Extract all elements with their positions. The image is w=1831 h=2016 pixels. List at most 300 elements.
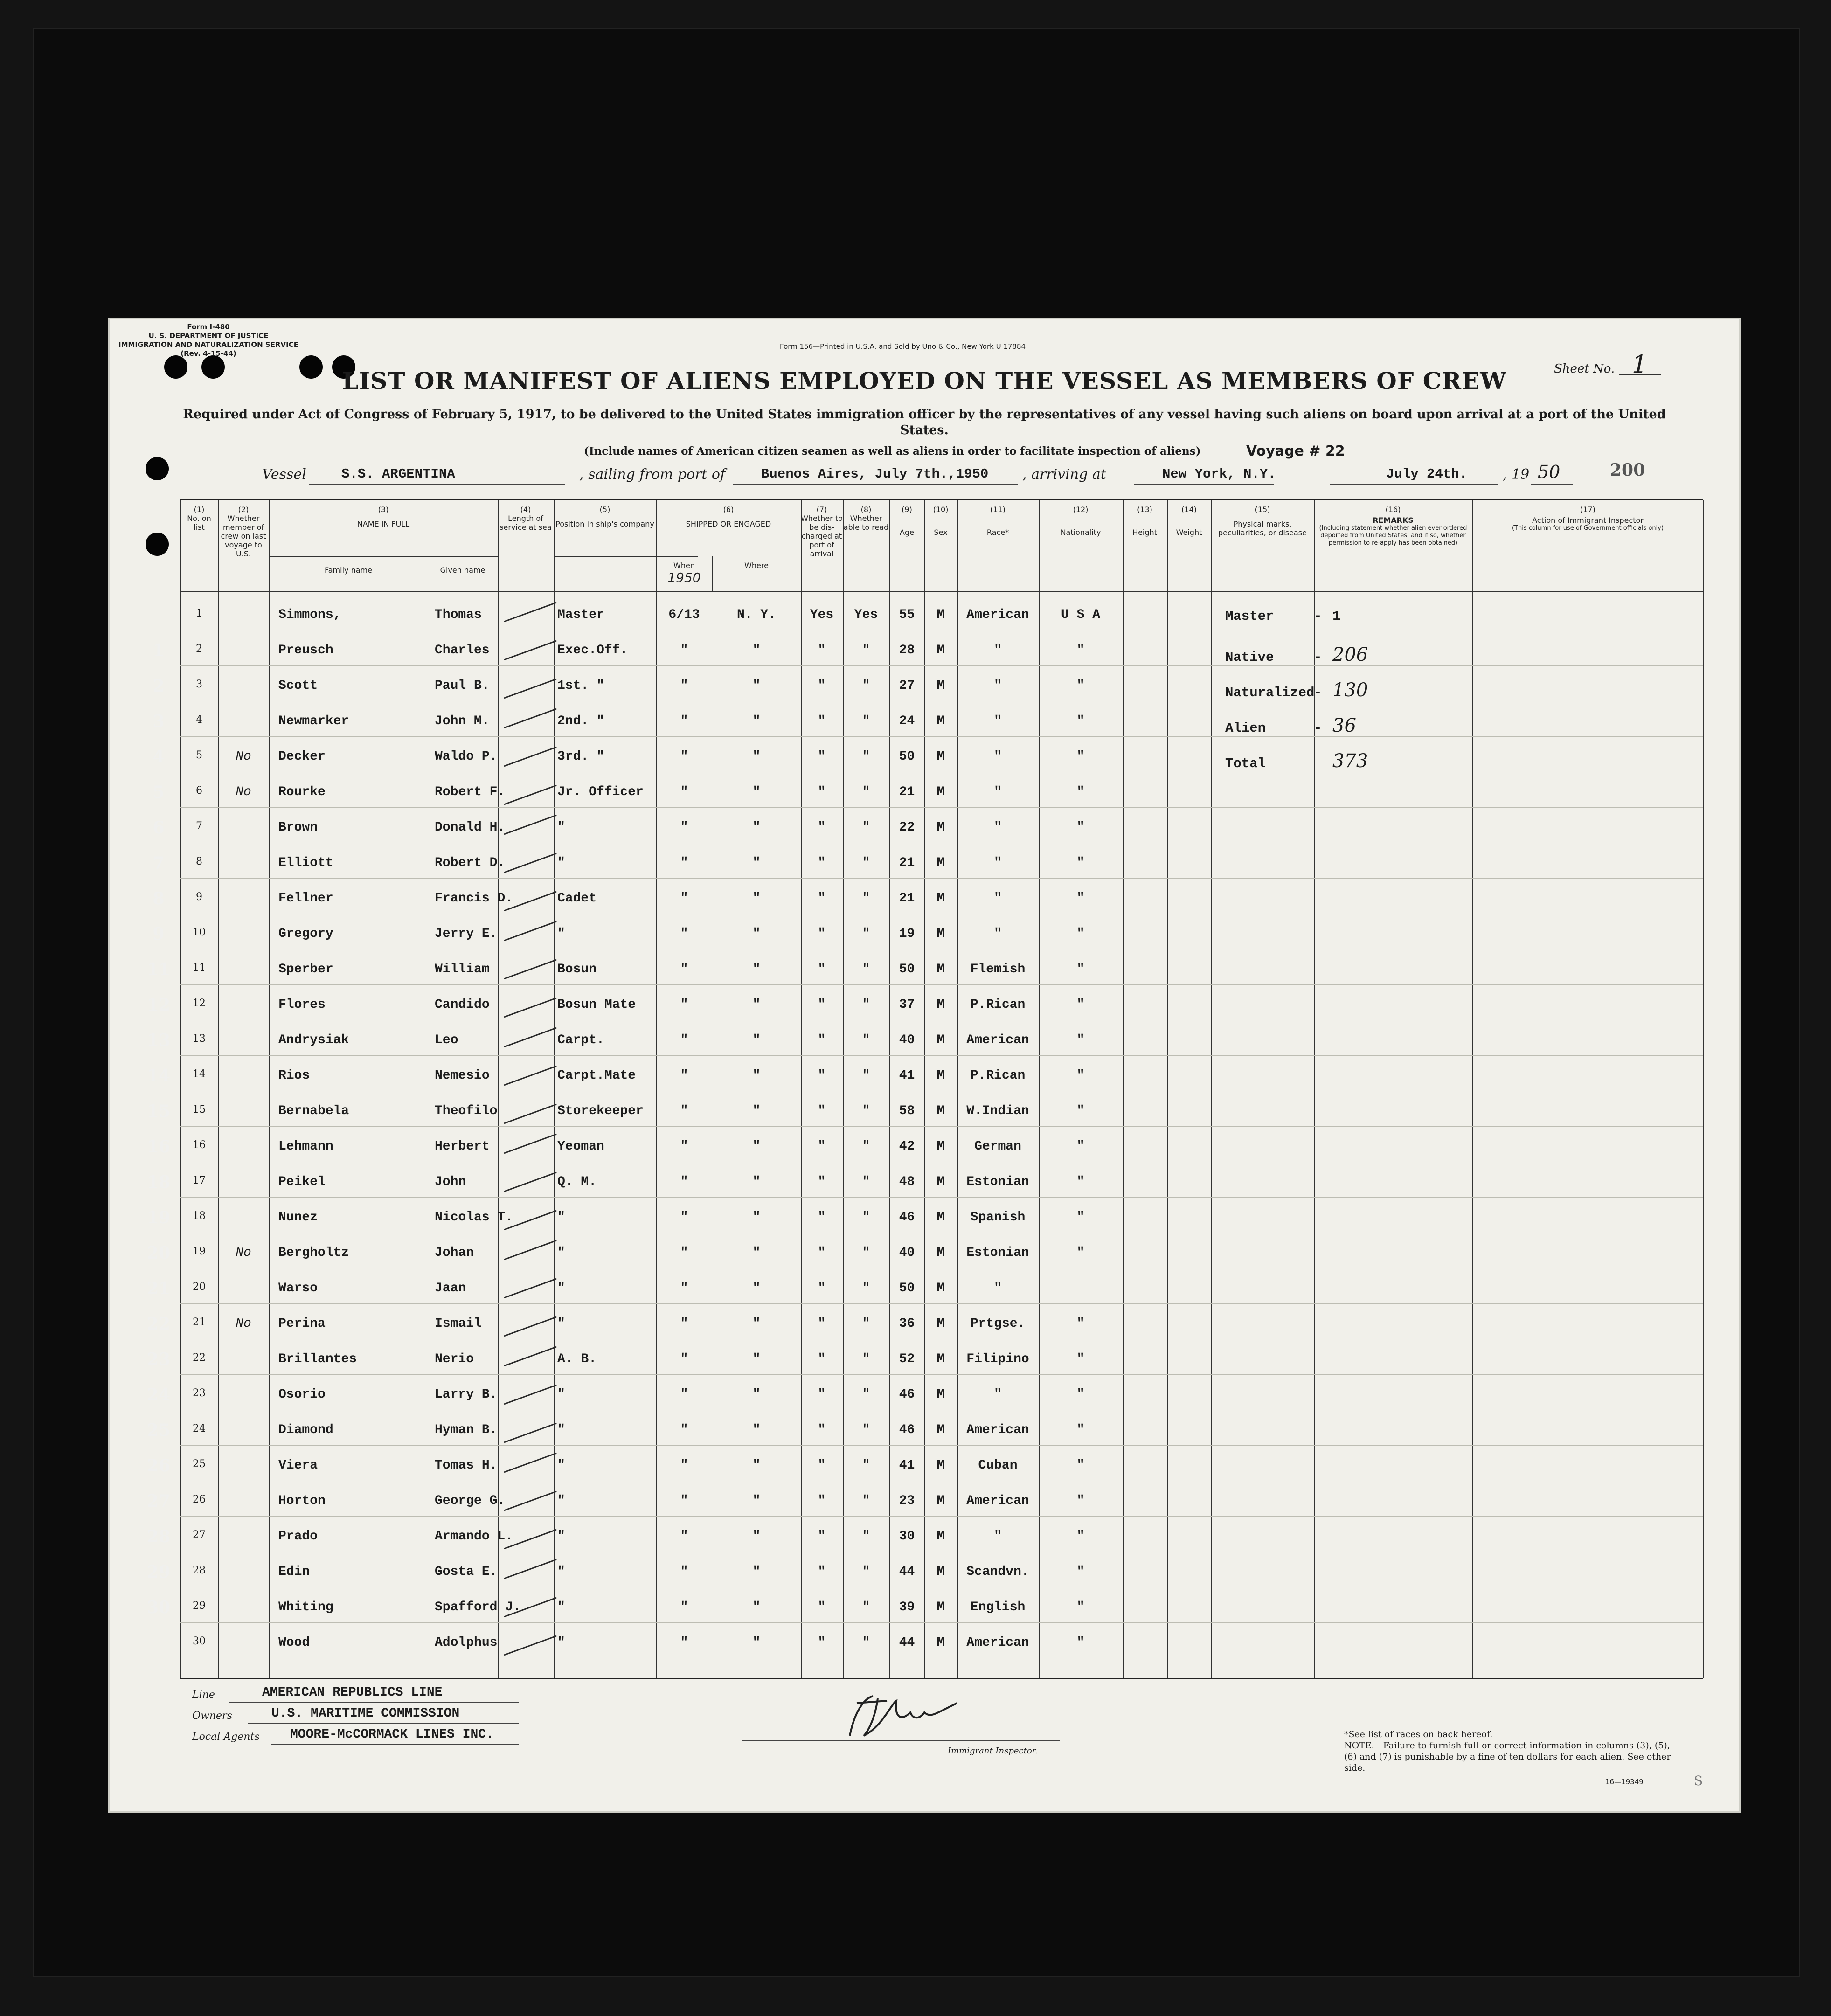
cell-discharge: " xyxy=(818,962,826,977)
cell-where: " xyxy=(752,714,761,728)
vessel-label: Vessel xyxy=(262,466,306,483)
service-check-mark xyxy=(504,1278,557,1299)
cell-sex: M xyxy=(936,856,945,870)
remarks-entry xyxy=(1225,750,1368,772)
cell-read: " xyxy=(862,1316,870,1331)
table-row xyxy=(180,1528,1703,1564)
cell-where: " xyxy=(752,1600,761,1614)
table-row xyxy=(180,748,1703,784)
cell-family: Newmarker xyxy=(278,714,349,728)
cell-age: 24 xyxy=(899,714,915,728)
cell-discharge: " xyxy=(818,1281,826,1296)
cell-given: William xyxy=(435,962,490,977)
cell-family: Warso xyxy=(278,1281,318,1296)
cell-read: " xyxy=(862,1458,870,1473)
remarks-dash: - xyxy=(1314,609,1322,624)
cell-prev: No xyxy=(236,1246,251,1260)
remarks-value: 373 xyxy=(1332,750,1368,772)
cell-no: 2 xyxy=(196,643,202,655)
margin-row-number: 6 xyxy=(153,818,165,838)
cell-when: " xyxy=(680,643,688,658)
table-row xyxy=(180,713,1703,748)
cell-discharge: " xyxy=(818,1565,826,1579)
line-label: Line xyxy=(192,1689,215,1701)
service-check-mark xyxy=(504,640,557,661)
inspector-label: Immigrant Inspector. xyxy=(948,1746,1038,1756)
remarks-label: Alien xyxy=(1225,720,1266,736)
cell-where: " xyxy=(752,679,761,693)
cell-given: Robert F. xyxy=(435,785,506,799)
form-notes: *See list of races on back hereof. NOTE.—Failure to furnish full or correct information in columns (3), (5), (6) and (7) is punishable by a fine of ten dollars for each alien. See other side. xyxy=(1344,1729,1671,1773)
cell-where: " xyxy=(752,785,761,799)
cell-sex: M xyxy=(936,1635,945,1650)
cell-sex: M xyxy=(936,1316,945,1331)
cell-family: Viera xyxy=(278,1458,318,1473)
cell-when: " xyxy=(680,1565,688,1579)
service-check-mark xyxy=(504,1635,557,1656)
cell-no: 5 xyxy=(196,749,202,761)
cell-where: " xyxy=(752,1635,761,1650)
service-check-mark xyxy=(504,853,557,873)
table-row xyxy=(180,1386,1703,1422)
margin-row-number: 14 xyxy=(146,1066,171,1086)
cell-no: 21 xyxy=(193,1316,206,1328)
margin-row-number: 2 xyxy=(153,676,165,696)
cell-where: " xyxy=(752,820,761,835)
cell-race: " xyxy=(994,891,1002,906)
cell-read: " xyxy=(862,1387,870,1402)
cell-race: " xyxy=(994,749,1002,764)
cell-family: Prado xyxy=(278,1529,318,1544)
cell-age: 50 xyxy=(899,1281,915,1296)
margin-row-number: 3 xyxy=(153,712,165,731)
cell-race: Spanish xyxy=(970,1210,1026,1225)
remarks-dash: - xyxy=(1314,685,1322,700)
cell-read: " xyxy=(862,1210,870,1225)
cell-position: " xyxy=(557,1316,565,1331)
cell-nationality: " xyxy=(1076,820,1085,835)
cell-sex: M xyxy=(936,1387,945,1402)
cell-given: Candido xyxy=(435,998,490,1012)
cell-position: " xyxy=(557,1600,565,1614)
cell-nationality: " xyxy=(1076,962,1085,977)
cell-given: Nerio xyxy=(435,1352,474,1366)
cell-when: " xyxy=(680,820,688,835)
cell-read: " xyxy=(862,749,870,764)
cell-given: John M. xyxy=(435,714,490,728)
cell-read: " xyxy=(862,1246,870,1260)
cell-family: Decker xyxy=(278,749,326,764)
cell-position: " xyxy=(557,1387,565,1402)
cell-nationality: " xyxy=(1076,1458,1085,1473)
cell-nationality: " xyxy=(1076,1175,1085,1189)
cell-position: 2nd. " xyxy=(557,714,604,728)
cell-sex: M xyxy=(936,962,945,977)
cell-read: " xyxy=(862,927,870,941)
cell-no: 30 xyxy=(193,1635,206,1647)
cell-position: " xyxy=(557,1423,565,1437)
cell-age: 41 xyxy=(899,1458,915,1473)
cell-where: " xyxy=(752,998,761,1012)
cell-no: 10 xyxy=(193,927,206,938)
cell-read: " xyxy=(862,643,870,658)
cell-sex: M xyxy=(936,1033,945,1047)
cell-race: W.Indian xyxy=(966,1104,1029,1118)
table-row xyxy=(180,1493,1703,1528)
margin-row-number: 16 xyxy=(146,1137,171,1157)
cell-family: Elliott xyxy=(278,856,333,870)
cell-where: " xyxy=(752,1316,761,1331)
cell-nationality: " xyxy=(1076,1104,1085,1118)
cell-nationality: " xyxy=(1076,1316,1085,1331)
cell-when: " xyxy=(680,1635,688,1650)
cell-discharge: " xyxy=(818,1033,826,1047)
table-row xyxy=(180,1280,1703,1316)
cell-race: American xyxy=(966,1635,1029,1650)
margin-row-number: 9 xyxy=(153,924,165,944)
cell-discharge: " xyxy=(818,679,826,693)
cell-position: Yeoman xyxy=(557,1139,604,1154)
cell-age: 52 xyxy=(899,1352,915,1366)
cell-where: " xyxy=(752,1494,761,1508)
cell-no: 24 xyxy=(193,1423,206,1434)
cell-position: " xyxy=(557,1210,565,1225)
table-row xyxy=(180,1351,1703,1386)
remarks-label: Native xyxy=(1225,650,1274,665)
cell-family: Lehmann xyxy=(278,1139,333,1154)
cell-no: 11 xyxy=(193,962,206,974)
service-check-mark xyxy=(504,1172,557,1192)
remarks-value: 1 xyxy=(1332,609,1341,624)
cell-sex: M xyxy=(936,785,945,799)
cell-sex: M xyxy=(936,1175,945,1189)
cell-read: " xyxy=(862,820,870,835)
cell-nationality: U S A xyxy=(1061,608,1100,622)
cell-where: " xyxy=(752,1458,761,1473)
service-check-mark xyxy=(504,785,557,805)
cell-age: 46 xyxy=(899,1210,915,1225)
cell-discharge: " xyxy=(818,1387,826,1402)
cell-read: " xyxy=(862,891,870,906)
cell-race: P.Rican xyxy=(970,998,1026,1012)
cell-read: " xyxy=(862,1494,870,1508)
cell-position: " xyxy=(557,1281,565,1296)
cell-given: Ismail xyxy=(435,1316,482,1331)
cell-where: " xyxy=(752,1387,761,1402)
cell-family: Andrysiak xyxy=(278,1033,349,1047)
table-row xyxy=(180,1103,1703,1138)
table-row xyxy=(180,819,1703,855)
cell-family: Sperber xyxy=(278,962,333,977)
cell-where: " xyxy=(752,749,761,764)
cell-family: Brillantes xyxy=(278,1352,357,1366)
cell-sex: M xyxy=(936,643,945,658)
cell-race: Filipino xyxy=(966,1352,1029,1366)
cell-discharge: " xyxy=(818,856,826,870)
cell-discharge: " xyxy=(818,785,826,799)
arriving-at: New York, N.Y. xyxy=(1162,466,1276,482)
cell-age: 42 xyxy=(899,1139,915,1154)
cell-where: " xyxy=(752,1175,761,1189)
cell-sex: M xyxy=(936,1139,945,1154)
cell-age: 48 xyxy=(899,1175,915,1189)
table-row xyxy=(180,678,1703,713)
cell-read: " xyxy=(862,1635,870,1650)
remarks-value: 36 xyxy=(1332,715,1356,736)
cell-age: 58 xyxy=(899,1104,915,1118)
cell-nationality: " xyxy=(1076,1033,1085,1047)
form-identifier: Form I-480 U. S. DEPARTMENT OF JUSTICE IMMIGRATION AND NATURALIZATION SERVICE (Rev. 4-15-44) xyxy=(118,323,298,358)
cell-when: " xyxy=(680,891,688,906)
table-row xyxy=(180,1245,1703,1280)
cell-discharge: " xyxy=(818,1494,826,1508)
cell-nationality: " xyxy=(1076,998,1085,1012)
cell-discharge: " xyxy=(818,1104,826,1118)
cell-given: Hyman B. xyxy=(435,1423,498,1437)
cell-read: " xyxy=(862,714,870,728)
cell-position: " xyxy=(557,1565,565,1579)
cell-read: " xyxy=(862,962,870,977)
cell-given: Jaan xyxy=(435,1281,466,1296)
cell-race: American xyxy=(966,608,1029,622)
cell-discharge: " xyxy=(818,1352,826,1366)
cell-given: Gosta E. xyxy=(435,1565,498,1579)
table-row xyxy=(180,607,1703,642)
cell-discharge: " xyxy=(818,1246,826,1260)
cell-when: " xyxy=(680,749,688,764)
margin-row-number: 18 xyxy=(146,1172,171,1192)
sheet-number: Sheet No. 1 xyxy=(1554,355,1661,376)
service-check-mark xyxy=(504,1316,557,1337)
cell-discharge: " xyxy=(818,1423,826,1437)
cell-when: " xyxy=(680,1352,688,1366)
cell-nationality: " xyxy=(1076,643,1085,658)
cell-no: 13 xyxy=(193,1033,206,1045)
cell-sex: M xyxy=(936,608,945,622)
cell-given: Waldo P. xyxy=(435,749,498,764)
table-row xyxy=(180,997,1703,1032)
punch-hole xyxy=(146,457,169,480)
cell-read: " xyxy=(862,785,870,799)
margin-row-number: 28 xyxy=(146,1527,171,1546)
cell-position: Jr. Officer xyxy=(557,785,644,799)
cell-no: 3 xyxy=(196,679,202,690)
cell-race: " xyxy=(994,1281,1002,1296)
cell-where: " xyxy=(752,643,761,658)
cell-sex: M xyxy=(936,1068,945,1083)
cell-race: Estonian xyxy=(966,1246,1029,1260)
cell-no: 26 xyxy=(193,1494,206,1505)
cell-family: Bernabela xyxy=(278,1104,349,1118)
cell-given: Thomas xyxy=(435,608,482,622)
cell-nationality: " xyxy=(1076,1387,1085,1402)
cell-when: " xyxy=(680,1210,688,1225)
cell-read: " xyxy=(862,1068,870,1083)
cell-given: Larry B. xyxy=(435,1387,498,1402)
manifest-sheet xyxy=(108,318,1741,1813)
cell-no: 12 xyxy=(193,998,206,1009)
printer-line: Form 156—Printed in U.S.A. and Sold by Uno & Co., New York U 17884 xyxy=(780,342,1026,351)
cell-where: " xyxy=(752,1104,761,1118)
cell-no: 4 xyxy=(196,714,202,726)
manifest-title: LIST OR MANIFEST OF ALIENS EMPLOYED ON THE VESSEL AS MEMBERS OF CREW xyxy=(342,367,1507,395)
cell-discharge: " xyxy=(818,643,826,658)
sailing-from: Buenos Aires, July 7th.,1950 xyxy=(761,466,989,482)
cell-position: Q. M. xyxy=(557,1175,597,1189)
margin-row-number: 30 xyxy=(146,1598,171,1617)
cell-nationality: " xyxy=(1076,1246,1085,1260)
cell-read: " xyxy=(862,1352,870,1366)
cell-age: 21 xyxy=(899,856,915,870)
cell-when: 6/13 xyxy=(668,608,700,622)
cell-no: 25 xyxy=(193,1458,206,1470)
service-check-mark xyxy=(504,747,557,767)
table-row xyxy=(180,1422,1703,1457)
cell-position: " xyxy=(557,1494,565,1508)
cell-race: " xyxy=(994,820,1002,835)
cell-given: Theofilo xyxy=(435,1104,498,1118)
cell-discharge: " xyxy=(818,1600,826,1614)
table-row xyxy=(180,1635,1703,1670)
cell-where: " xyxy=(752,891,761,906)
margin-row-number: 25 xyxy=(146,1420,171,1440)
cell-sex: M xyxy=(936,1600,945,1614)
table-row xyxy=(180,1067,1703,1103)
cell-given: George G. xyxy=(435,1494,506,1508)
cell-nationality: " xyxy=(1076,927,1085,941)
cell-age: 21 xyxy=(899,785,915,799)
cell-when: " xyxy=(680,1458,688,1473)
cell-family: Diamond xyxy=(278,1423,333,1437)
cell-family: Preusch xyxy=(278,643,333,658)
cell-family: Simmons, xyxy=(278,608,341,622)
cell-nationality: " xyxy=(1076,1210,1085,1225)
cell-position: " xyxy=(557,1458,565,1473)
cell-race: American xyxy=(966,1494,1029,1508)
cell-family: Perina xyxy=(278,1316,326,1331)
remarks-entry xyxy=(1225,644,1368,665)
cell-position: Storekeeper xyxy=(557,1104,644,1118)
crew-table: (1) No. on list (2) Whether member of crew on last voyage to U.S. (3) NAME IN FULL Family name Given name (4) Length of service at sea (5) Position in ship's company (6) SHIPPED OR ENGAGED When 1950 Where (7) Whether to be dis-charged at port of arrival (8) Whether able to read (9) Age (10) Sex (11) Race* (12) Nationality (13) Height (14) Weight (15) Physical marks, peculiarities, or disease (16) REMARKS (Including statement whether alien ever ordered deported from United States, and if so, whether permission to re-apply has been obtained) (17) Action of Immigrant Inspector (This column for use of Government officials only) 1 Simmons, Thomas Master 6/13 N. Y. Yes Yes 55 M American U S A 2 Preusch Charles Exec.Off. " " " " 28 M " " 3 Scott Paul B. 1st. " " " " " 27 M " " 4 Newmarker John M. 2nd. " " " " " 24 M " " 5 No Decker Waldo P. 3rd. " " " " " 50 M " " 6 No Rourke Robert F. Jr. Officer " " " " 21 M " " 7 Brown Donald H. " " " " " 22 M " " 8 Elliott Robert D. " " " " " 21 M " " 9 Fellner Francis D. Cadet " " " " 21 M " " 10 Gregory Jerry E. " " " " " 19 M " " 11 Sperber William Bosun " " " " 50 M Flemish " 12 Flores Candido Bosun Mate " " " " 37 M P.Rican " 13 Andrysiak Leo Carpt. " " " " 40 M American " 14 Rios Nemesio Carpt.Mate " " " " 41 M P.Rican " 15 Bernabela Theofilo Storekeeper " " " " 58 M W.Indian " 16 Lehmann Herbert Yeoman " " " " 42 M German " 17 Peikel John Q. M. " " " " 48 M Estonian " 18 Nunez Nicolas T. " " " " " 46 M Spanish " 19 No Bergholtz Johan " " " " " 40 M Estonian " 20 Warso Jaan " " " " " 50 M " 21 No Perina Ismail " " " " " 36 M Prtgse. " 22 Brillantes Nerio A. B. " " " " 52 M Filipino " 23 Osorio Larry B. " " " " " 46 M " " 24 Diamond Hyman B. " " " " " 46 M American " 25 Viera Tomas H. " " " " " 41 M Cuban " 26 Horton George G. " " " " " 23 M American " 27 Prado Armando L. " " " " " 30 M " " 28 Edin Gosta E. " " " " " 44 M Scandvn. " 29 Whiting Spafford J. " " " " " 39 M English " 30 Wood Adolphus " " " " " 44 M American " Master - 1 Native - 206 Naturalized- 130 Alien - 36 Total 373 xyxy=(180,499,1703,1679)
cell-race: " xyxy=(994,856,1002,870)
cell-when: " xyxy=(680,927,688,941)
page-stamp: 200 xyxy=(1610,460,1645,480)
cell-age: 46 xyxy=(899,1423,915,1437)
cell-nationality: " xyxy=(1076,749,1085,764)
cell-no: 20 xyxy=(193,1281,206,1293)
cell-family: Rios xyxy=(278,1068,310,1083)
owners-label: Owners xyxy=(192,1710,232,1722)
cell-no: 19 xyxy=(193,1246,206,1257)
cell-sex: M xyxy=(936,891,945,906)
cell-family: Whiting xyxy=(278,1600,333,1614)
margin-row-number: 26 xyxy=(146,1456,171,1476)
cell-race: American xyxy=(966,1423,1029,1437)
cell-sex: M xyxy=(936,1565,945,1579)
cell-when: " xyxy=(680,1600,688,1614)
cell-discharge: " xyxy=(818,820,826,835)
margin-row-number: 4 xyxy=(153,747,165,767)
margin-row-number: 12 xyxy=(146,995,171,1015)
table-row xyxy=(180,1316,1703,1351)
cell-where: " xyxy=(752,1246,761,1260)
cell-nationality: " xyxy=(1076,1068,1085,1083)
cell-where: " xyxy=(752,927,761,941)
cell-race: Prtgse. xyxy=(970,1316,1026,1331)
cell-discharge: " xyxy=(818,1529,826,1544)
cell-no: 8 xyxy=(196,856,202,867)
cell-position: 1st. " xyxy=(557,679,604,693)
cell-position: A. B. xyxy=(557,1352,597,1366)
remarks-label: Naturalized xyxy=(1225,685,1315,700)
cell-age: 23 xyxy=(899,1494,915,1508)
vessel-name: S.S. ARGENTINA xyxy=(341,466,455,482)
cell-sex: M xyxy=(936,1352,945,1366)
cell-sex: M xyxy=(936,1423,945,1437)
cell-given: John xyxy=(435,1175,466,1189)
cell-read: " xyxy=(862,1423,870,1437)
cell-position: Carpt.Mate xyxy=(557,1068,636,1083)
table-row xyxy=(180,855,1703,890)
remarks-dash: - xyxy=(1314,650,1322,665)
cell-given: Spafford J. xyxy=(435,1600,521,1614)
cell-family: Osorio xyxy=(278,1387,326,1402)
cell-race: " xyxy=(994,1529,1002,1544)
cell-when: " xyxy=(680,1175,688,1189)
remarks-label: Total xyxy=(1225,756,1266,771)
arrival-date: July 24th. xyxy=(1386,466,1468,482)
cell-position: " xyxy=(557,1246,565,1260)
margin-row-number: 29 xyxy=(146,1562,171,1582)
cell-sex: M xyxy=(936,1210,945,1225)
cell-position: Bosun Mate xyxy=(557,998,636,1012)
cell-discharge: " xyxy=(818,927,826,941)
cell-no: 29 xyxy=(193,1600,206,1612)
cell-race: Estonian xyxy=(966,1175,1029,1189)
cell-discharge: " xyxy=(818,1139,826,1154)
arrival-year: 50 xyxy=(1538,462,1561,482)
cell-read: " xyxy=(862,1600,870,1614)
cell-nationality: " xyxy=(1076,1494,1085,1508)
cell-race: " xyxy=(994,643,1002,658)
remarks-entry xyxy=(1225,715,1356,736)
cell-discharge: " xyxy=(818,1068,826,1083)
cell-when: " xyxy=(680,1494,688,1508)
service-check-mark xyxy=(504,1104,557,1124)
cell-age: 19 xyxy=(899,927,915,941)
cell-age: 50 xyxy=(899,962,915,977)
table-row xyxy=(180,1209,1703,1245)
cell-when: " xyxy=(680,1139,688,1154)
cell-prev: No xyxy=(236,785,251,799)
cell-position: " xyxy=(557,1635,565,1650)
table-row xyxy=(180,1174,1703,1209)
margin-row-number: 5 xyxy=(153,783,165,802)
cell-when: " xyxy=(680,998,688,1012)
cell-when: " xyxy=(680,1281,688,1296)
cell-discharge: " xyxy=(818,998,826,1012)
margin-row-number: 24 xyxy=(146,1385,171,1405)
margin-row-number: 27 xyxy=(146,1491,171,1511)
cell-given: Leo xyxy=(435,1033,458,1047)
remarks-dash: - xyxy=(1314,720,1322,736)
cell-discharge: " xyxy=(818,749,826,764)
remarks-value: 206 xyxy=(1332,644,1368,665)
cell-when: " xyxy=(680,1104,688,1118)
cell-no: 23 xyxy=(193,1387,206,1399)
cell-no: 15 xyxy=(193,1104,206,1115)
cell-nationality: " xyxy=(1076,1139,1085,1154)
